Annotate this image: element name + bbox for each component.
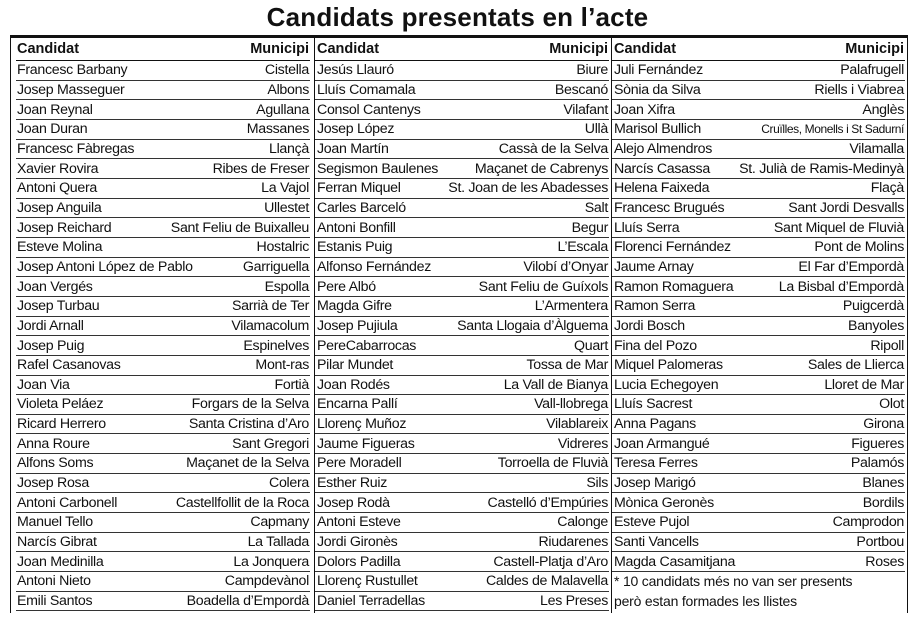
table-row <box>315 81 609 101</box>
table-row <box>612 120 905 140</box>
candidate-name: Emili Santos <box>17 593 93 610</box>
candidate-name: Antoni Esteve <box>317 514 401 531</box>
municipality: Banyoles <box>848 317 904 334</box>
candidate-name: Teresa Ferres <box>614 455 698 472</box>
municipality: Vidreres <box>557 435 608 452</box>
candidate-name: Ramon Romaguera <box>614 278 734 295</box>
table-row <box>16 159 310 179</box>
candidate-name: Encarna Pallí <box>317 396 398 413</box>
table-row <box>16 415 310 435</box>
municipality: Bescanó <box>554 81 608 98</box>
municipality: Vall-llobrega <box>534 396 608 413</box>
municipality: Agullana <box>256 101 309 118</box>
municipality: Sant Jordi Desvalls <box>788 199 904 216</box>
candidate-name: Narcís Gibrat <box>17 534 97 551</box>
candidate-name: Antoni Quera <box>17 180 98 197</box>
municipality: Llançà <box>268 140 309 157</box>
table-row <box>612 81 905 101</box>
table-row <box>612 317 905 337</box>
municipality: St. Julià de Ramis-Medinyà <box>739 160 904 177</box>
municipality: Biure <box>576 62 608 79</box>
municipality: Espolla <box>264 278 309 295</box>
municipality: La Jonquera <box>233 553 309 570</box>
column-header <box>612 38 905 60</box>
municipality: Fortià <box>274 376 309 393</box>
municipality: Vilobí d’Onyar <box>523 258 608 275</box>
candidate-name: Jordi Bosch <box>614 317 685 334</box>
municipality: Mont-ras <box>255 357 309 374</box>
candidate-name: Esteve Pujol <box>614 514 690 531</box>
page-title: Candidats presentats en l’acte <box>266 2 649 32</box>
table-row <box>16 277 310 297</box>
candidate-name: Fina del Pozo <box>614 337 697 354</box>
table-row <box>315 376 609 396</box>
table-row <box>315 513 609 533</box>
municipality: La Vajol <box>261 180 309 197</box>
candidate-name: Consol Cantenys <box>317 101 421 118</box>
candidate-name: Josep Anguila <box>17 199 102 216</box>
municipality: La Tallada <box>247 534 309 551</box>
table-row <box>612 376 905 396</box>
candidate-name: Joan Martín <box>317 140 389 157</box>
table-row <box>16 120 310 140</box>
table-row <box>16 140 310 160</box>
candidate-name: Pilar Mundet <box>317 357 394 374</box>
municipality: Vilafant <box>563 101 608 118</box>
municipality: Les Preses <box>540 593 608 610</box>
table-row <box>612 415 905 435</box>
candidate-name: Joan Xifra <box>614 101 675 118</box>
table-row <box>612 199 905 219</box>
municipality: Bordils <box>862 494 904 511</box>
table-row <box>612 238 905 258</box>
table-row <box>16 493 310 513</box>
municipality: Olot <box>879 396 904 413</box>
candidate-name: Antoni Nieto <box>17 573 91 590</box>
candidate-name: Josep Turbau <box>17 298 100 315</box>
municipality: Maçanet de Cabrenys <box>474 160 608 177</box>
candidate-name: Josep Masseguer <box>17 81 125 98</box>
candidate-name: Josep Rosa <box>17 475 89 492</box>
footnote-line: * 10 candidats més no van ser presents <box>614 573 853 590</box>
municipality: Massanes <box>246 121 309 138</box>
municipality: Sant Feliu de Buixalleu <box>170 219 309 236</box>
candidate-name: Juli Fernández <box>614 62 703 79</box>
candidate-name: Pere Moradell <box>317 455 402 472</box>
candidate-name: Jaume Figueras <box>317 435 415 452</box>
municipality: Riudarenes <box>538 534 608 551</box>
candidate-name: Ferran Miquel <box>317 180 401 197</box>
municipality: Caldes de Malavella <box>485 573 608 590</box>
municipality: Calonge <box>557 514 608 531</box>
table-row <box>315 434 609 454</box>
municipality: Sant Feliu de Guíxols <box>478 278 608 295</box>
municipality: Ullestet <box>264 199 309 216</box>
table-row <box>16 258 310 278</box>
table-row <box>16 179 310 199</box>
municipality: Anglès <box>862 101 904 118</box>
candidate-name: Magda Casamitjana <box>614 553 736 570</box>
candidate-name: Lluís Comamala <box>317 81 416 98</box>
table-row <box>612 218 905 238</box>
candidate-name: Jordi Arnall <box>17 317 84 334</box>
table-row <box>315 356 609 376</box>
municipality: Vilamalla <box>849 140 904 157</box>
municipality: Salt <box>584 199 608 216</box>
table-row <box>16 81 310 101</box>
table-row <box>612 474 905 494</box>
candidate-name: Lluís Serra <box>614 219 680 236</box>
municipality: L’Escala <box>557 239 608 256</box>
table-row <box>16 434 310 454</box>
table-row <box>16 552 310 572</box>
column-header <box>16 38 310 60</box>
table-row <box>315 415 609 435</box>
table-row <box>612 336 905 356</box>
table-row <box>612 454 905 474</box>
candidate-name: Josep Pujiula <box>317 317 398 334</box>
header-candidat: Candidat <box>317 41 380 57</box>
table-row <box>315 277 609 297</box>
table-row <box>315 140 609 160</box>
candidate-name: Anna Roure <box>17 435 90 452</box>
municipality: Cruïlles, Monells i St Sadurní <box>761 122 904 137</box>
municipality: Vilamacolum <box>231 317 309 334</box>
municipality: Girona <box>863 416 904 433</box>
footnote <box>612 572 905 611</box>
candidate-name: Josep Marigó <box>614 475 696 492</box>
municipality: El Far d’Empordà <box>798 258 904 275</box>
table-row <box>612 395 905 415</box>
municipality: Puigcerdà <box>842 298 904 315</box>
header-municipi: Municipi <box>549 41 608 57</box>
municipality: Santa Cristina d’Aro <box>188 416 309 433</box>
table-row <box>315 218 609 238</box>
candidate-name: Marisol Bullich <box>614 121 701 138</box>
table-row <box>16 533 310 553</box>
candidate-name: Llorenç Muñoz <box>317 416 407 433</box>
table-row <box>16 572 310 592</box>
table-row <box>315 159 609 179</box>
candidate-name: Francesc Brugués <box>614 199 725 216</box>
table-row <box>16 454 310 474</box>
candidate-name: Joan Medinilla <box>17 553 104 570</box>
candidate-name: Josep Antoni López de Pablo <box>17 258 193 275</box>
municipality: La Vall de Bianya <box>503 376 608 393</box>
table-row <box>16 218 310 238</box>
candidate-name: Ricard Herrero <box>17 416 106 433</box>
municipality: Roses <box>865 553 904 570</box>
rows <box>315 60 609 611</box>
municipality: Riells i Viabrea <box>814 81 904 98</box>
municipality: Ribes de Freser <box>212 160 309 177</box>
candidate-name: Pere Albó <box>317 278 376 295</box>
table-row <box>612 179 905 199</box>
municipality: Albons <box>267 81 309 98</box>
table-row <box>315 238 609 258</box>
footnote-line: però estan formades les llistes <box>614 592 797 609</box>
column-1 <box>16 38 310 613</box>
municipality: Maçanet de la Selva <box>186 455 309 472</box>
candidate-name: Antoni Carbonell <box>17 494 118 511</box>
candidate-name: Josep López <box>317 121 395 138</box>
table-row <box>315 572 609 592</box>
candidate-name: Lucia Echegoyen <box>614 376 719 393</box>
municipality: Garriguella <box>242 258 309 275</box>
municipality: Colera <box>269 475 309 492</box>
table-row <box>612 140 905 160</box>
table-row <box>612 159 905 179</box>
table-row <box>612 258 905 278</box>
table-row <box>16 592 310 612</box>
municipality: Sils <box>586 475 608 492</box>
municipality: Begur <box>571 219 608 236</box>
candidate-name: Estanis Puig <box>317 239 393 256</box>
candidate-name: Carles Barceló <box>317 199 406 216</box>
header-candidat: Candidat <box>614 41 677 57</box>
table-row <box>612 61 905 81</box>
municipality: Forgars de la Selva <box>191 396 309 413</box>
candidate-name: Magda Gifre <box>317 298 392 315</box>
table-row <box>315 533 609 553</box>
municipality: Campdevànol <box>224 573 309 590</box>
candidate-name: Josep Puig <box>17 337 85 354</box>
table-row <box>315 120 609 140</box>
candidate-name: Jordi Gironès <box>317 534 398 551</box>
municipality: Flaçà <box>870 180 904 197</box>
table-row <box>16 376 310 396</box>
candidate-name: PereCabarrocas <box>317 337 417 354</box>
candidate-name: Narcís Casassa <box>614 160 710 177</box>
municipality: Castell-Platja d’Aro <box>493 553 608 570</box>
table-row <box>16 61 310 81</box>
candidate-name: Rafel Casanovas <box>17 357 121 374</box>
municipality: Sant Gregori <box>232 435 309 452</box>
header-candidat: Candidat <box>17 41 80 57</box>
candidate-name: Joan Duran <box>17 121 88 138</box>
candidate-name: Francesc Barbany <box>17 62 128 79</box>
municipality: Palafrugell <box>840 62 904 79</box>
municipality: St. Joan de les Abadesses <box>448 180 608 197</box>
municipality: Lloret de Mar <box>824 376 904 393</box>
table-row <box>612 100 905 120</box>
candidate-name: Jaume Arnay <box>614 258 694 275</box>
municipality: Palamós <box>850 455 904 472</box>
candidate-name: Miquel Palomeras <box>614 357 723 374</box>
table-row <box>315 336 609 356</box>
municipality: Quart <box>574 337 608 354</box>
table-row <box>612 356 905 376</box>
table-row <box>16 297 310 317</box>
candidate-name: Santi Vancells <box>614 534 699 551</box>
municipality: Sarrià de Ter <box>231 298 309 315</box>
municipality: Cistella <box>264 62 309 79</box>
candidate-name: Segismon Baulenes <box>317 160 439 177</box>
candidate-name: Helena Faixeda <box>614 180 710 197</box>
municipality: Capmany <box>250 514 309 531</box>
municipality: L’Armentera <box>534 298 608 315</box>
table-row <box>315 552 609 572</box>
table-row <box>612 277 905 297</box>
table-row <box>16 317 310 337</box>
table-row <box>16 199 310 219</box>
table-row <box>315 61 609 81</box>
table-row <box>315 100 609 120</box>
candidate-name: Josep Rodà <box>317 494 390 511</box>
table-row <box>16 513 310 533</box>
candidate-name: Joan Armangué <box>614 435 710 452</box>
candidate-name: Joan Vergés <box>17 278 93 295</box>
municipality: Vilablareix <box>546 416 608 433</box>
municipality: Hostalric <box>256 239 309 256</box>
candidate-name: Alfonso Fernández <box>317 258 431 275</box>
candidate-name: Alfons Soms <box>17 455 94 472</box>
candidate-name: Ramon Serra <box>614 298 696 315</box>
column-3 <box>611 38 905 613</box>
table-row <box>16 100 310 120</box>
candidate-name: Joan Via <box>17 376 70 393</box>
table-row <box>315 454 609 474</box>
table-row <box>315 179 609 199</box>
municipality: Portbou <box>856 534 904 551</box>
table-row <box>612 533 905 553</box>
municipality: Ripoll <box>870 337 904 354</box>
municipality: Castelló d’Empúries <box>487 494 608 511</box>
table-row <box>315 493 609 513</box>
table-row <box>315 474 609 494</box>
municipality: Sales de Llierca <box>807 357 904 374</box>
rows <box>612 60 905 572</box>
table-row <box>315 258 609 278</box>
municipality: La Bisbal d’Empordà <box>778 278 904 295</box>
candidate-name: Mònica Geronès <box>614 494 714 511</box>
candidate-name: Dolors Padilla <box>317 553 401 570</box>
candidate-name: Sònia da Silva <box>614 81 701 98</box>
header-municipi: Municipi <box>250 41 309 57</box>
table-row <box>612 297 905 317</box>
table-row <box>16 474 310 494</box>
candidate-name: Florenci Fernández <box>614 239 731 256</box>
table-row <box>612 493 905 513</box>
candidate-name: Xavier Rovira <box>17 160 99 177</box>
municipality: Camprodon <box>832 514 904 531</box>
rows <box>16 60 310 611</box>
table-row <box>612 513 905 533</box>
candidate-name: Francesc Fàbregas <box>17 140 135 157</box>
municipality: Espinelves <box>243 337 309 354</box>
candidate-name: Jesús Llauró <box>317 62 394 79</box>
table-row <box>16 356 310 376</box>
municipality: Sant Miquel de Fluvià <box>773 219 904 236</box>
candidate-name: Manuel Tello <box>17 514 93 531</box>
municipality: Boadella d’Empordà <box>186 593 309 610</box>
table-row <box>315 395 609 415</box>
candidate-name: Esteve Molina <box>17 239 103 256</box>
municipality: Torroella de Fluvià <box>497 455 608 472</box>
candidate-name: Daniel Terradellas <box>317 593 425 610</box>
candidate-name: Violeta Peláez <box>17 396 104 413</box>
table-row <box>16 395 310 415</box>
municipality: Ullà <box>584 121 608 138</box>
municipality: Blanes <box>862 475 904 492</box>
candidate-name: Josep Reichard <box>17 219 112 236</box>
column-header <box>315 38 609 60</box>
header-municipi: Municipi <box>845 41 904 57</box>
table-row <box>315 592 609 612</box>
candidate-name: Joan Rodés <box>317 376 390 393</box>
column-2 <box>314 38 609 613</box>
table-row <box>315 199 609 219</box>
municipality: Tossa de Mar <box>526 357 608 374</box>
candidate-name: Esther Ruiz <box>317 475 388 492</box>
table-row <box>612 552 905 572</box>
candidate-name: Alejo Almendros <box>614 140 713 157</box>
candidate-name: Lluís Sacrest <box>614 396 693 413</box>
table-row <box>315 317 609 337</box>
candidate-name: Anna Pagans <box>614 416 696 433</box>
municipality: Cassà de la Selva <box>498 140 608 157</box>
candidate-name: Joan Reynal <box>17 101 93 118</box>
municipality: Figueres <box>851 435 904 452</box>
candidate-name: Llorenç Rustullet <box>317 573 418 590</box>
municipality: Castellfollit de la Roca <box>175 494 309 511</box>
table-row <box>315 297 609 317</box>
table-row <box>16 336 310 356</box>
municipality: Pont de Molins <box>814 239 904 256</box>
municipality: Santa Llogaia d’Àlguema <box>457 317 608 334</box>
table-row <box>612 434 905 454</box>
table-row <box>16 238 310 258</box>
candidate-name: Antoni Bonfill <box>317 219 396 236</box>
